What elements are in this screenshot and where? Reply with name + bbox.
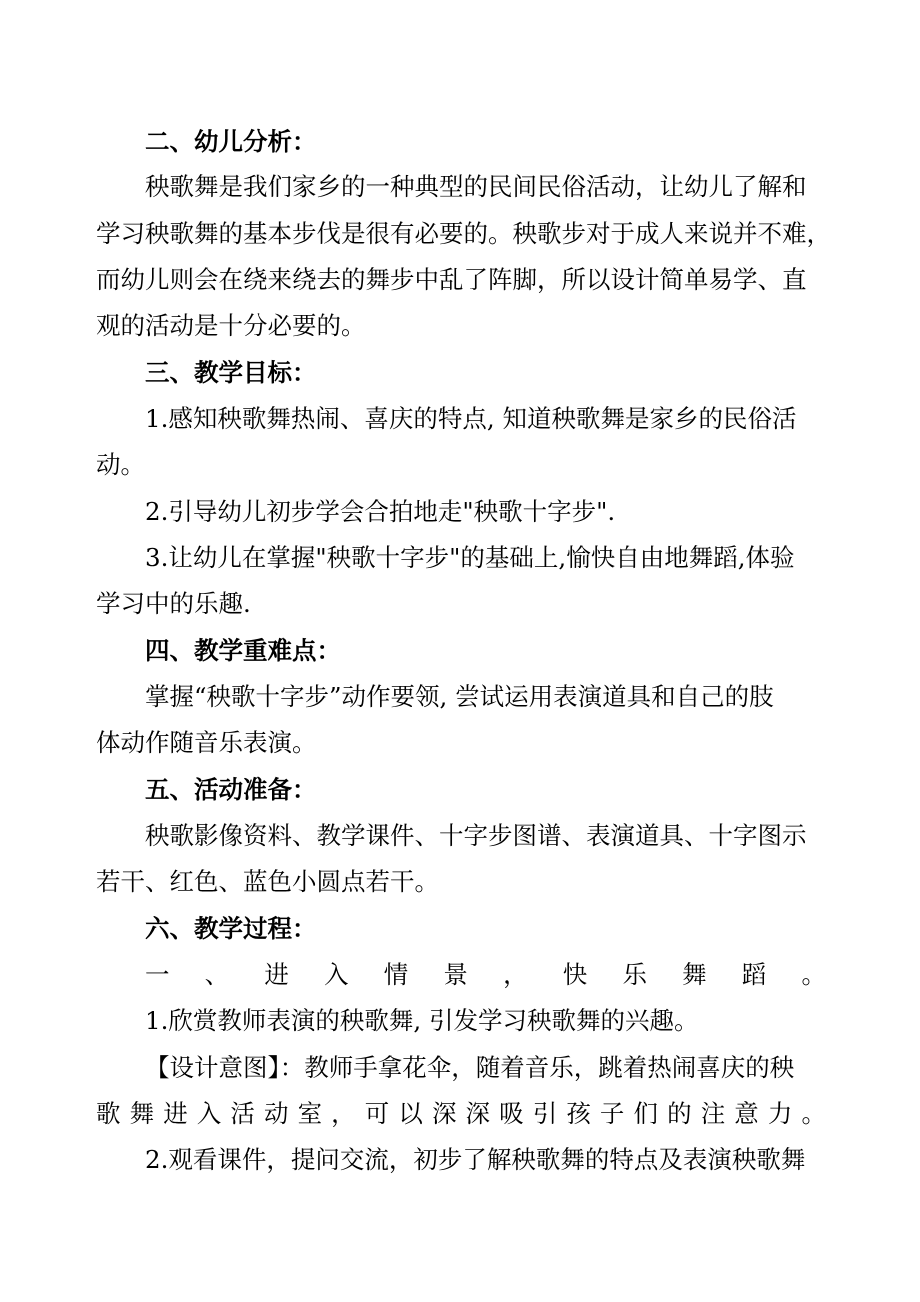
paragraph-line: 掌握“秧歌十字步”动作要领, 尝试运用表演道具和自己的肢 — [145, 682, 774, 711]
paragraph-line: 学习秧歌舞的基本步伐是很有必要的。秧歌步对于成人来说并不难， — [96, 219, 831, 248]
paragraph-line: 秧歌影像资料、教学课件、十字步图谱、表演道具、十字图示 — [145, 821, 807, 850]
paragraph-line-spaced: 一 、 进 入 情 景 ， 快 乐 舞 蹈 。 — [145, 960, 826, 989]
paragraph-line: 而幼儿则会在绕来绕去的舞步中乱了阵脚，所以设计简单易学、直 — [96, 265, 807, 294]
paragraph-line: 1.欣赏教师表演的秧歌舞, 引发学习秧歌舞的兴趣。 — [145, 1006, 699, 1035]
paragraph-line: 【设计意图】：教师手拿花伞，随着音乐，跳着热闹喜庆的秧 — [145, 1053, 795, 1082]
paragraph-line: 秧歌舞是我们家乡的一种典型的民间民俗活动，让幼儿了解和 — [145, 172, 807, 201]
section-heading-child-analysis: 二、幼儿分析： — [145, 127, 317, 156]
paragraph-line: 若干、红色、蓝色小圆点若干。 — [96, 867, 439, 896]
section-heading-preparation: 五、活动准备： — [145, 775, 317, 804]
paragraph-line: 观的活动是十分必要的。 — [96, 311, 366, 340]
section-heading-key-points: 四、教学重难点： — [145, 636, 341, 665]
paragraph-line: 3.让幼儿在掌握"秧歌十字步"的基础上,愉快自由地舞蹈,体验 — [145, 543, 795, 572]
paragraph-line: 2.引导幼儿初步学会合拍地走"秧歌十字步". — [145, 497, 616, 526]
section-heading-teaching-process: 六、教学过程： — [145, 914, 317, 943]
paragraph-line: 1.感知秧歌舞热闹、喜庆的特点, 知道秧歌舞是家乡的民俗活 — [145, 404, 797, 433]
paragraph-line: 学习中的乐趣. — [96, 589, 251, 618]
paragraph-line: 体动作随音乐表演。 — [96, 728, 317, 757]
paragraph-line-spaced: 歌 舞 进 入 活 动 室 ， 可 以 深 深 吸 引 孩 子 们 的 注 意 力 。 — [96, 1099, 826, 1128]
section-heading-teaching-goals: 三、教学目标： — [145, 358, 317, 387]
paragraph-line: 动。 — [96, 450, 145, 479]
paragraph-line: 2.观看课件，提问交流，初步了解秧歌舞的特点及表演秧歌舞 — [145, 1145, 806, 1174]
